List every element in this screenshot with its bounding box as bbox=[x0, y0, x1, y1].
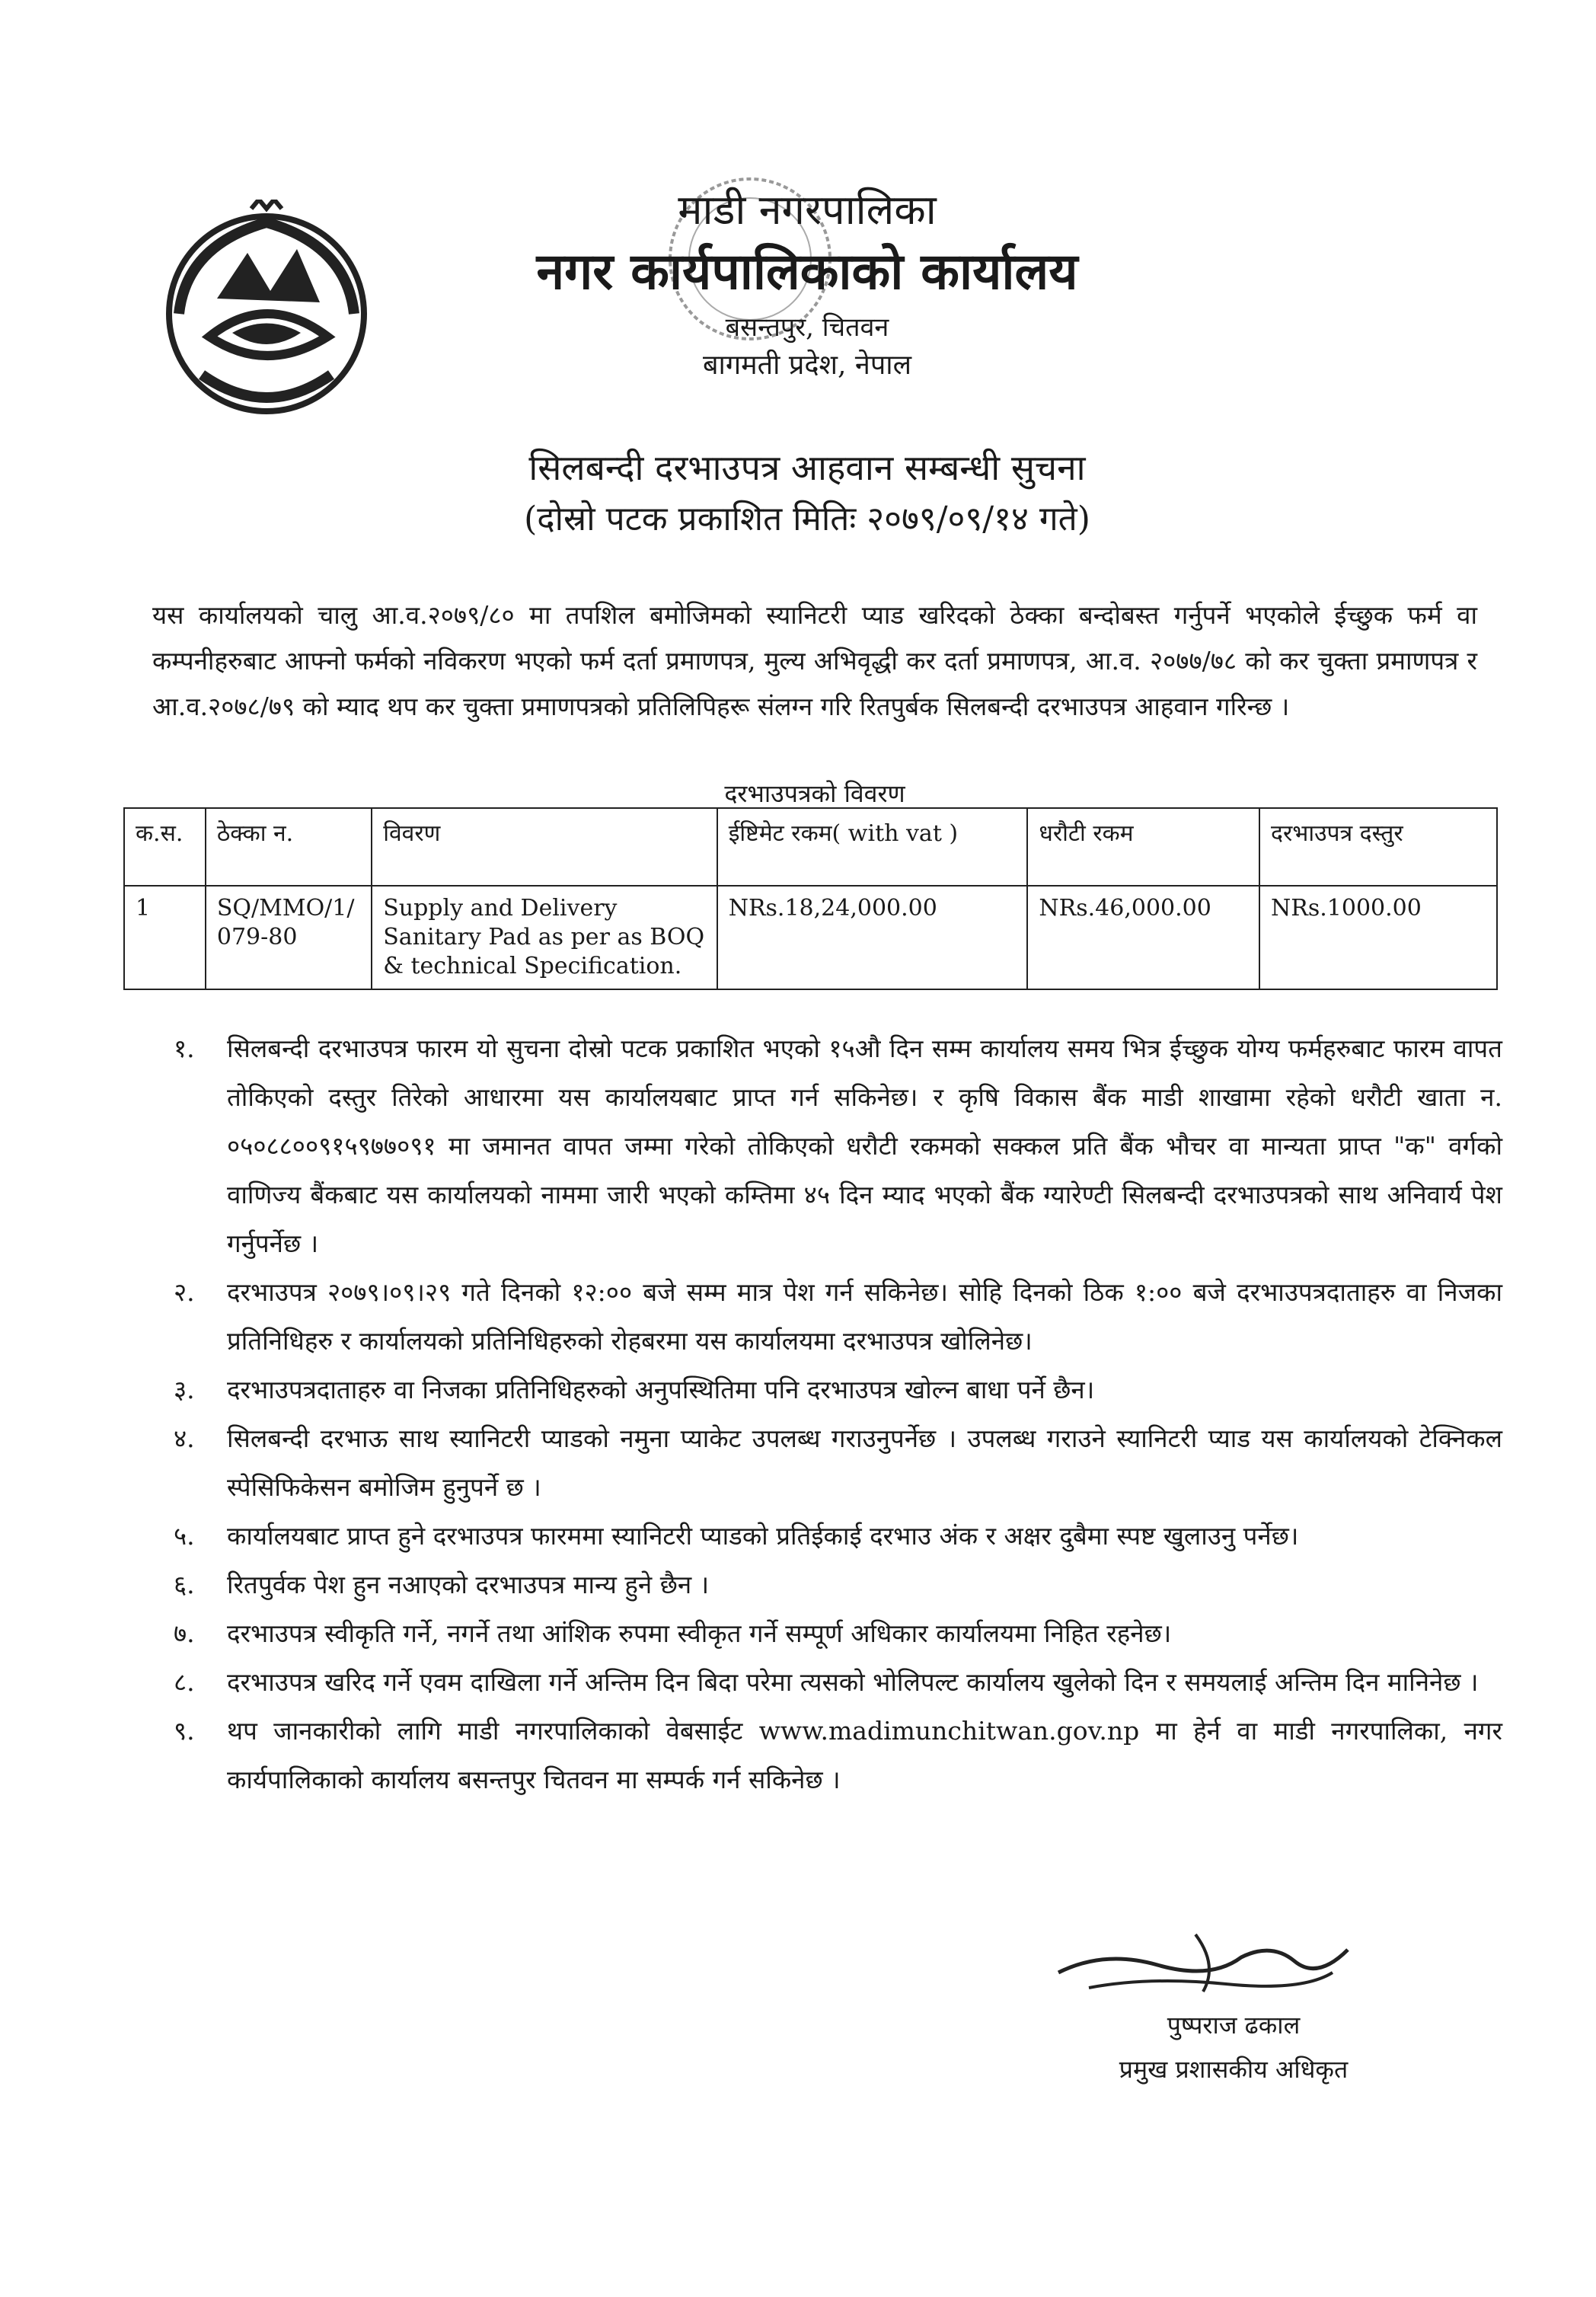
list-number: ९. bbox=[174, 1716, 195, 1746]
table-cell: Supply and Delivery Sanitary Pad as per as BOQ & technical Specification. bbox=[372, 886, 717, 989]
column-header: विवरण bbox=[372, 808, 717, 886]
list-text: रितपुर्वक पेश हुन नआएको दरभाउपत्र मान्य हुने छैन । bbox=[227, 1570, 710, 1599]
list-item bbox=[174, 1024, 1502, 1268]
letterhead bbox=[426, 183, 1188, 385]
notice-subtitle: (दोस्रो पटक प्रकाशित मितिः २०७९/०९/१४ गते) bbox=[524, 500, 1090, 538]
terms-list bbox=[174, 1024, 1502, 1804]
column-header: दरभाउपत्र दस्तुर bbox=[1259, 808, 1497, 886]
table-cell: 1 bbox=[124, 886, 206, 989]
list-text: सिलबन्दी दरभाउपत्र फारम यो सुचना दोस्रो पटक प्रकाशित भएको १५औ दिन सम्म कार्यालय समय भित्र ईच्छुक योग्य फर्महरुबाट फारम वापत तोकिएको दस्तुर तिरेको आधारमा यस कार्यालयबाट प्राप्त गर्न सकिनेछ। र कृषि विकास बैंक माडी शाखामा रहेको धरौटी खाता न. ०५०८८००९१५९७७०९१ मा जमानत वापत जम्मा गरेको तोकिएको धरौटी रकमको सक्कल प्रति बैंक भौचर वा मान्यता प्राप्त "क" वर्गको वाणिज्य बैंकबाट यस कार्यालयको नाममा जारी भएको कम्तिमा ४५ दिन म्याद भएको बैंक ग्यारेण्टी सिलबन्दी दरभाउपत्रको साथ अनिवार्य पेश गर्नुपर्नेछ । bbox=[227, 1033, 1502, 1258]
bid-details-table bbox=[123, 807, 1498, 990]
table-row bbox=[124, 886, 1497, 989]
list-item bbox=[174, 1561, 1502, 1609]
list-number: १. bbox=[174, 1033, 195, 1063]
list-text: दरभाउपत्र २०७९।०९।२९ गते दिनको १२:०० बजे सम्म मात्र पेश गर्न सकिनेछ। सोहि दिनको ठिक १:०० बजे दरभाउपत्रदाताहरु वा निजका प्रतिनिधिहरु र कार्यालयको प्रतिनिधिहरुको रोहबरमा यस कार्यालयमा दरभाउपत्र खोलिनेछ। bbox=[227, 1277, 1502, 1356]
list-text: थप जानकारीको लागि माडी नगरपालिकाको वेबसाईट www.madimunchitwan.gov.np मा हेर्न वा माडी नगरपालिका, नगर कार्यपालिकाको कार्यालय बसन्तपुर चितवन मा सम्पर्क गर्न सकिनेछ । bbox=[227, 1716, 1502, 1794]
intro-paragraph: यस कार्यालयको चालु आ.व.२०७९/८० मा तपशिल बमोजिमको स्यानिटरी प्याड खरिदको ठेक्का बन्दोबस्त गर्नुपर्ने भएकोले ईच्छुक फर्म वा कम्पनीहरुबाट आफ्नो फर्मको नविकरण भएको फर्म दर्ता प्रमाणपत्र, मुल्य अभिवृद्धी कर दर्ता प्रमाणपत्र, आ.व. २०७७/७८ को कर चुक्ता प्रमाणपत्र र आ.व.२०७८/७९ को म्याद थप कर चुक्ता प्रमाणपत्रको प्रतिलिपिहरू संलग्न गरि रितपुर्बक सिलबन्दी दरभाउपत्र आहवान गरिन्छ । bbox=[152, 600, 1477, 721]
list-text: दरभाउपत्र खरिद गर्ने एवम दाखिला गर्ने अन्तिम दिन बिदा परेमा त्यसको भोलिपल्ट कार्यालय खुलेको दिन र समयलाई अन्तिम दिन मानिनेछ । bbox=[227, 1667, 1479, 1697]
office-name: नगर कार्यपालिकाको कार्यालय bbox=[536, 241, 1078, 301]
list-item bbox=[174, 1512, 1502, 1561]
signer-block bbox=[1074, 2003, 1393, 2091]
table-caption: दरभाउपत्रको विवरण bbox=[724, 779, 905, 808]
list-number: २. bbox=[174, 1277, 195, 1307]
list-number: ७. bbox=[174, 1618, 195, 1648]
list-number: ८. bbox=[174, 1667, 195, 1697]
table-header-row bbox=[124, 808, 1497, 886]
list-number: ६. bbox=[174, 1570, 195, 1599]
list-number: ४. bbox=[174, 1423, 195, 1453]
office-location: बसन्तपुर, चितवन bbox=[725, 312, 889, 343]
signature bbox=[1043, 1919, 1363, 2003]
table-cell: NRs.46,000.00 bbox=[1027, 886, 1259, 989]
column-header: ईष्टिमेट रकम( with vat ) bbox=[717, 808, 1028, 886]
notice-title: सिलबन्दी दरभाउपत्र आहवान सम्बन्धी सुचना bbox=[528, 447, 1086, 488]
column-header: ठेक्का न. bbox=[206, 808, 372, 886]
list-text: कार्यालयबाट प्राप्त हुने दरभाउपत्र फारममा स्यानिटरी प्याडको प्रतिईकाई दरभाउ अंक र अक्षर दुबैमा स्पष्ट खुलाउनु पर्नेछ। bbox=[227, 1521, 1299, 1551]
office-province: बागमती प्रदेश, नेपाल bbox=[702, 350, 912, 381]
list-text: दरभाउपत्र स्वीकृति गर्ने, नगर्ने तथा आंशिक रुपमा स्वीकृत गर्ने सम्पूर्ण अधिकार कार्यालयमा निहित रहनेछ। bbox=[227, 1618, 1172, 1648]
list-text: सिलबन्दी दरभाऊ साथ स्यानिटरी प्याडको नमुना प्याकेट उपलब्ध गराउनुपर्नेछ । उपलब्ध गराउने स्यानिटरी प्याड यस कार्यालयको टेक्निकल स्पेसिफिकेसन बमोजिम हुनुपर्ने छ । bbox=[227, 1423, 1502, 1502]
list-item bbox=[174, 1609, 1502, 1658]
signer-designation: प्रमुख प्रशासकीय अधिकृत bbox=[1119, 2055, 1349, 2084]
column-header: धरौटी रकम bbox=[1027, 808, 1259, 886]
list-item bbox=[174, 1414, 1502, 1512]
list-number: ५. bbox=[174, 1521, 195, 1551]
list-item bbox=[174, 1366, 1502, 1414]
table-cell: SQ/MMO/1/ 079-80 bbox=[206, 886, 372, 989]
list-item bbox=[174, 1658, 1502, 1707]
notice-title-block bbox=[426, 442, 1188, 545]
table-cell: NRs.18,24,000.00 bbox=[717, 886, 1028, 989]
nepal-emblem-icon bbox=[156, 200, 377, 428]
list-item bbox=[174, 1268, 1502, 1366]
list-text: दरभाउपत्रदाताहरु वा निजका प्रतिनिधिहरुको अनुपस्थितिमा पनि दरभाउपत्र खोल्न बाधा पर्ने छैन। bbox=[227, 1375, 1095, 1404]
table-cell: NRs.1000.00 bbox=[1259, 886, 1497, 989]
column-header: क.स. bbox=[124, 808, 206, 886]
list-number: ३. bbox=[174, 1375, 195, 1404]
list-item bbox=[174, 1707, 1502, 1804]
municipality-name: माडी नगरपालिका bbox=[678, 186, 937, 234]
signer-name: पुष्पराज ढकाल bbox=[1167, 2011, 1301, 2040]
